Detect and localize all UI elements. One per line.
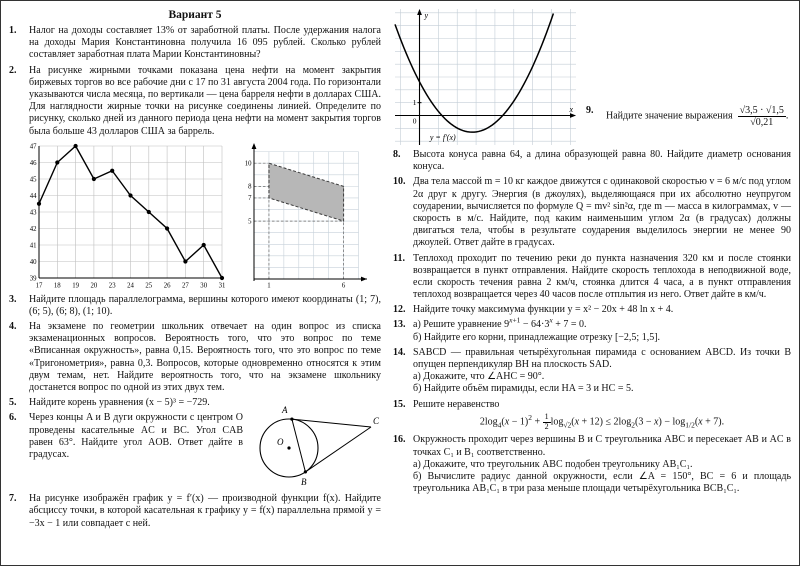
problem-number: 14. (393, 346, 406, 358)
problem-5 (9, 397, 243, 409)
inequality-formula: $2\log_4(x - 1)^2$ + $\frac{1}{2}$ $\log_{√2}(x + 12) \le 2\log_2(3 - x) - \log_{1/2}(x + 7)$. (479, 411, 725, 431)
problem-number: 12. (393, 304, 406, 316)
tick-label: 30 (200, 282, 208, 290)
problem-text: Найдите корень уравнения (x − 5)³ = −729. (29, 397, 210, 409)
statement: Решите неравенство (413, 398, 500, 410)
derivative-graph-figure (393, 7, 578, 147)
data-point (183, 259, 187, 263)
tick-label: 44 (29, 192, 37, 200)
tick-label: 6 (341, 282, 346, 290)
problems-5-6-row (9, 397, 381, 493)
tick-label: 46 (29, 159, 37, 167)
tangent-BC-line (305, 427, 371, 472)
left-column (9, 7, 381, 561)
problem-number: 9. (586, 105, 594, 116)
problem-text: Налог на доходы составляет 13% от заработной платы. После удержания налога на доходы Мария Константиновна получила 16 095 рублей. Сколько рублей составляет заработная плата Марии Константиновны? (29, 25, 381, 61)
problem-text: Через концы A и B дуги окружности с центром O проведены касательные AC и BC. Угол CAB равен 63°. Найдите угол AOB. Ответ дайте в градусах. (29, 412, 243, 460)
center-O-point (287, 447, 290, 450)
tick-label: 20 (90, 282, 98, 290)
data-point (165, 226, 169, 230)
circle-tangents-figure (249, 401, 381, 493)
expression-label: Найдите значение выражения (606, 110, 733, 122)
tick-label: 18 (53, 282, 61, 290)
tick-label: 40 (29, 258, 37, 266)
problem-text: На рисунке жирными точками показана цена нефти на момент закрытия биржевых торгов во все рабочие дни с 17 по 31 августа 2004 года. По горизонтали указываются числа месяца, по вертикали — цена барреля нефти в долларах США. Для наглядности жирные точки на рисунке соединены линией. Определите по рисунку, сколько дней из данного периода цена нефти на момент закрытия торгов была больше 43 долларов США за баррель. (29, 64, 381, 137)
problem-text (413, 347, 791, 396)
tick-label: x (569, 104, 573, 114)
tick-label: 42 (29, 225, 37, 233)
problem-number: 8. (393, 149, 401, 160)
right-column (393, 7, 791, 561)
tick-label: 19 (72, 282, 79, 290)
tick-label: 43 (29, 209, 37, 217)
problem-text: На рисунке изображён график y = f′(x) — производной функции f(x). Найдите абсциссу точки, в которой касательная к графику y = f(x) параллельна прямой y = −3x − 1 или совпадает с ней. (29, 493, 381, 529)
problem-11 (393, 253, 791, 302)
data-point (37, 201, 41, 205)
statement: SABCD — правильная четырёхугольная пирамида с основанием ABCD. Из точки B опущен перпендикуляр BH на плоскость SAD. (413, 346, 791, 370)
point-A (290, 418, 293, 421)
tick-label: 23 (108, 282, 116, 290)
problem-12 (393, 304, 791, 316)
problem-4 (9, 321, 381, 394)
label-C: C (373, 416, 380, 427)
problem-text (413, 399, 791, 432)
label-O: O (277, 437, 284, 448)
problem-text: Теплоход проходит по течению реки до пункта назначения 320 км и после стоянки возвращается в пункт отправления. Найдите скорость теплохода в неподвижной воде, если скорость течения равна 2 км/ч, стоянка длится 4 часа, а в пункт отправления теплоход возвращается через 40 часов после отплытия из него. Ответ дайте в км/ч. (413, 252, 791, 301)
tick-label: 39 (29, 275, 37, 283)
problems-5-6 (9, 397, 243, 493)
tick-label: 17 (35, 282, 43, 290)
problem-9 (586, 105, 788, 144)
tick-label: 8 (248, 183, 252, 191)
figures-row (23, 141, 381, 291)
data-point (202, 243, 206, 247)
tick-label: 47 (29, 143, 37, 151)
problem-text: Найдите точку максимума функции y = x² − 20x + 48 ln x + 4. (413, 304, 674, 316)
data-point (55, 160, 59, 164)
statement: Окружность проходит через вершины B и C треугольника ABC и пересекает AB и AC в точках C₁ и B₁ соответственно. (413, 434, 791, 458)
axis-arrow (252, 143, 257, 149)
problem-13 (393, 316, 791, 343)
parallelogram-shape (269, 163, 344, 221)
label-A: A (282, 405, 288, 416)
fraction-denominator: √0,21 (750, 117, 774, 128)
tick-label: 1 (412, 98, 417, 108)
problem-6 (9, 412, 243, 461)
problem-number: 6. (9, 412, 17, 424)
problem-text (413, 316, 791, 343)
tick-label: 5 (248, 218, 252, 226)
point-B (304, 471, 307, 474)
subtask-a: а) Докажите, что ∠AHC = 90°. (413, 371, 545, 383)
derivative-figure-row (393, 7, 791, 147)
tick-label: 41 (29, 242, 37, 250)
problem-number: 4. (9, 321, 17, 333)
problem-number: 1. (9, 25, 17, 37)
problem-3 (9, 294, 381, 318)
tick-label: 27 (182, 282, 189, 290)
tick-label: 45 (29, 176, 37, 184)
subtask-b: б) Найдите объём пирамиды, если HA = 3 и HC = 5. (413, 383, 634, 395)
problem-1 (9, 25, 381, 62)
label-B: B (301, 477, 307, 488)
tick-label: 1 (267, 282, 271, 290)
data-point (74, 144, 78, 148)
oil-price-line-chart (23, 141, 227, 291)
problem-text (606, 105, 788, 128)
problem-number: 5. (9, 397, 17, 409)
axis-arrow (361, 276, 367, 281)
tick-label: 31 (218, 282, 226, 290)
problem-14 (393, 347, 791, 396)
subtask-b: б) Найдите его корни, принадлежащие отрезку [−2,5; 1,5]. (413, 331, 661, 343)
problem-number: 15. (393, 398, 406, 410)
parallelogram-grid-figure (241, 141, 369, 291)
problem-10 (393, 176, 791, 249)
sentence-period: . (785, 110, 789, 122)
data-point (147, 210, 151, 214)
fraction-numerator: √3,5 · √1,5 (739, 105, 784, 116)
tick-label: 24 (127, 282, 134, 290)
tick-label: 10 (244, 160, 252, 168)
axis-arrow (417, 9, 422, 15)
problem-text: Найдите площадь параллелограмма, вершины которого имеют координаты (1; 7), (6; 5), (6; 8), (1; 10). (29, 293, 381, 317)
subtask-b: б) Вычислите радиус данной окружности, если ∠A = 150°, BC = 6 и площадь треугольника AB₁C₁ в три раза меньше площади четырёхугольника BCB₁C₁. (413, 470, 791, 495)
data-point (128, 193, 132, 197)
data-point (92, 177, 96, 181)
tick-label: 0 (412, 116, 417, 126)
subtask-a: а) Докажите, что треугольник ABC подобен треугольнику AB₁C₁. (413, 458, 693, 470)
problem-7 (9, 493, 381, 530)
problem-number: 3. (9, 293, 17, 305)
curve-label: y = f′(x) (429, 132, 456, 142)
chord-AB-line (292, 419, 306, 472)
tick-label: 26 (163, 282, 171, 290)
problem-number: 11. (393, 252, 405, 264)
subtask-a: а) Решите уравнение $9^{x+1} - 64\cdot 3^x + 7 = 0$. (413, 316, 587, 331)
problem-text (413, 434, 791, 495)
problem-number: 10. (393, 176, 406, 188)
problem-text: На экзамене по геометрии школьник отвечает на один вопрос из списка экзаменационных вопросов. Вероятность того, что это вопрос по теме «Вписанная окружность», равна 0,15. Вероятность того, что это вопрос по теме «Тригонометрия», равна 0,3. Вопросов, которые одновременно относятся к этим двум темам, нет. Найдите вероятность того, что на экзамене школьнику достанется вопрос по одной из этих двух тем. (29, 321, 381, 394)
problem-number: 2. (9, 64, 17, 76)
tick-label: 7 (248, 194, 252, 202)
problem-number: 16. (393, 434, 406, 446)
tick-label: y (424, 11, 429, 20)
variant-title: Вариант 5 (168, 9, 222, 21)
problem-15 (393, 399, 791, 432)
data-point (220, 276, 224, 280)
problem-text: Два тела массой m = 10 кг каждое движутся с одинаковой скоростью v = 6 м/с под углом 2α друг к другу. Энергия (в джоулях), выделяющаяся при их абсолютно неупругом соударении, вычисляется по формуле Q = mv² sin²α, где m — масса в килограммах, v — скорость в м/с. Найдите, под каким наименьшим углом 2α (в градусах) должны двигаться тела, чтобы в результате соударения выделилось энергии не менее 90 джоулей. Ответ дайте в градусах. (413, 176, 791, 249)
problem-8 (393, 149, 791, 173)
problem-text: Высота конуса равна 64, а длина образующей равна 80. Найдите диаметр основания конуса. (413, 149, 791, 173)
derivative-curve (395, 14, 553, 133)
problem-number: 7. (9, 493, 17, 505)
fraction-expression (738, 105, 786, 128)
problem-16 (393, 434, 791, 495)
data-point (110, 168, 114, 172)
tick-label: 25 (145, 282, 153, 290)
problem-2 (9, 65, 381, 138)
problem-number: 13. (393, 319, 406, 331)
